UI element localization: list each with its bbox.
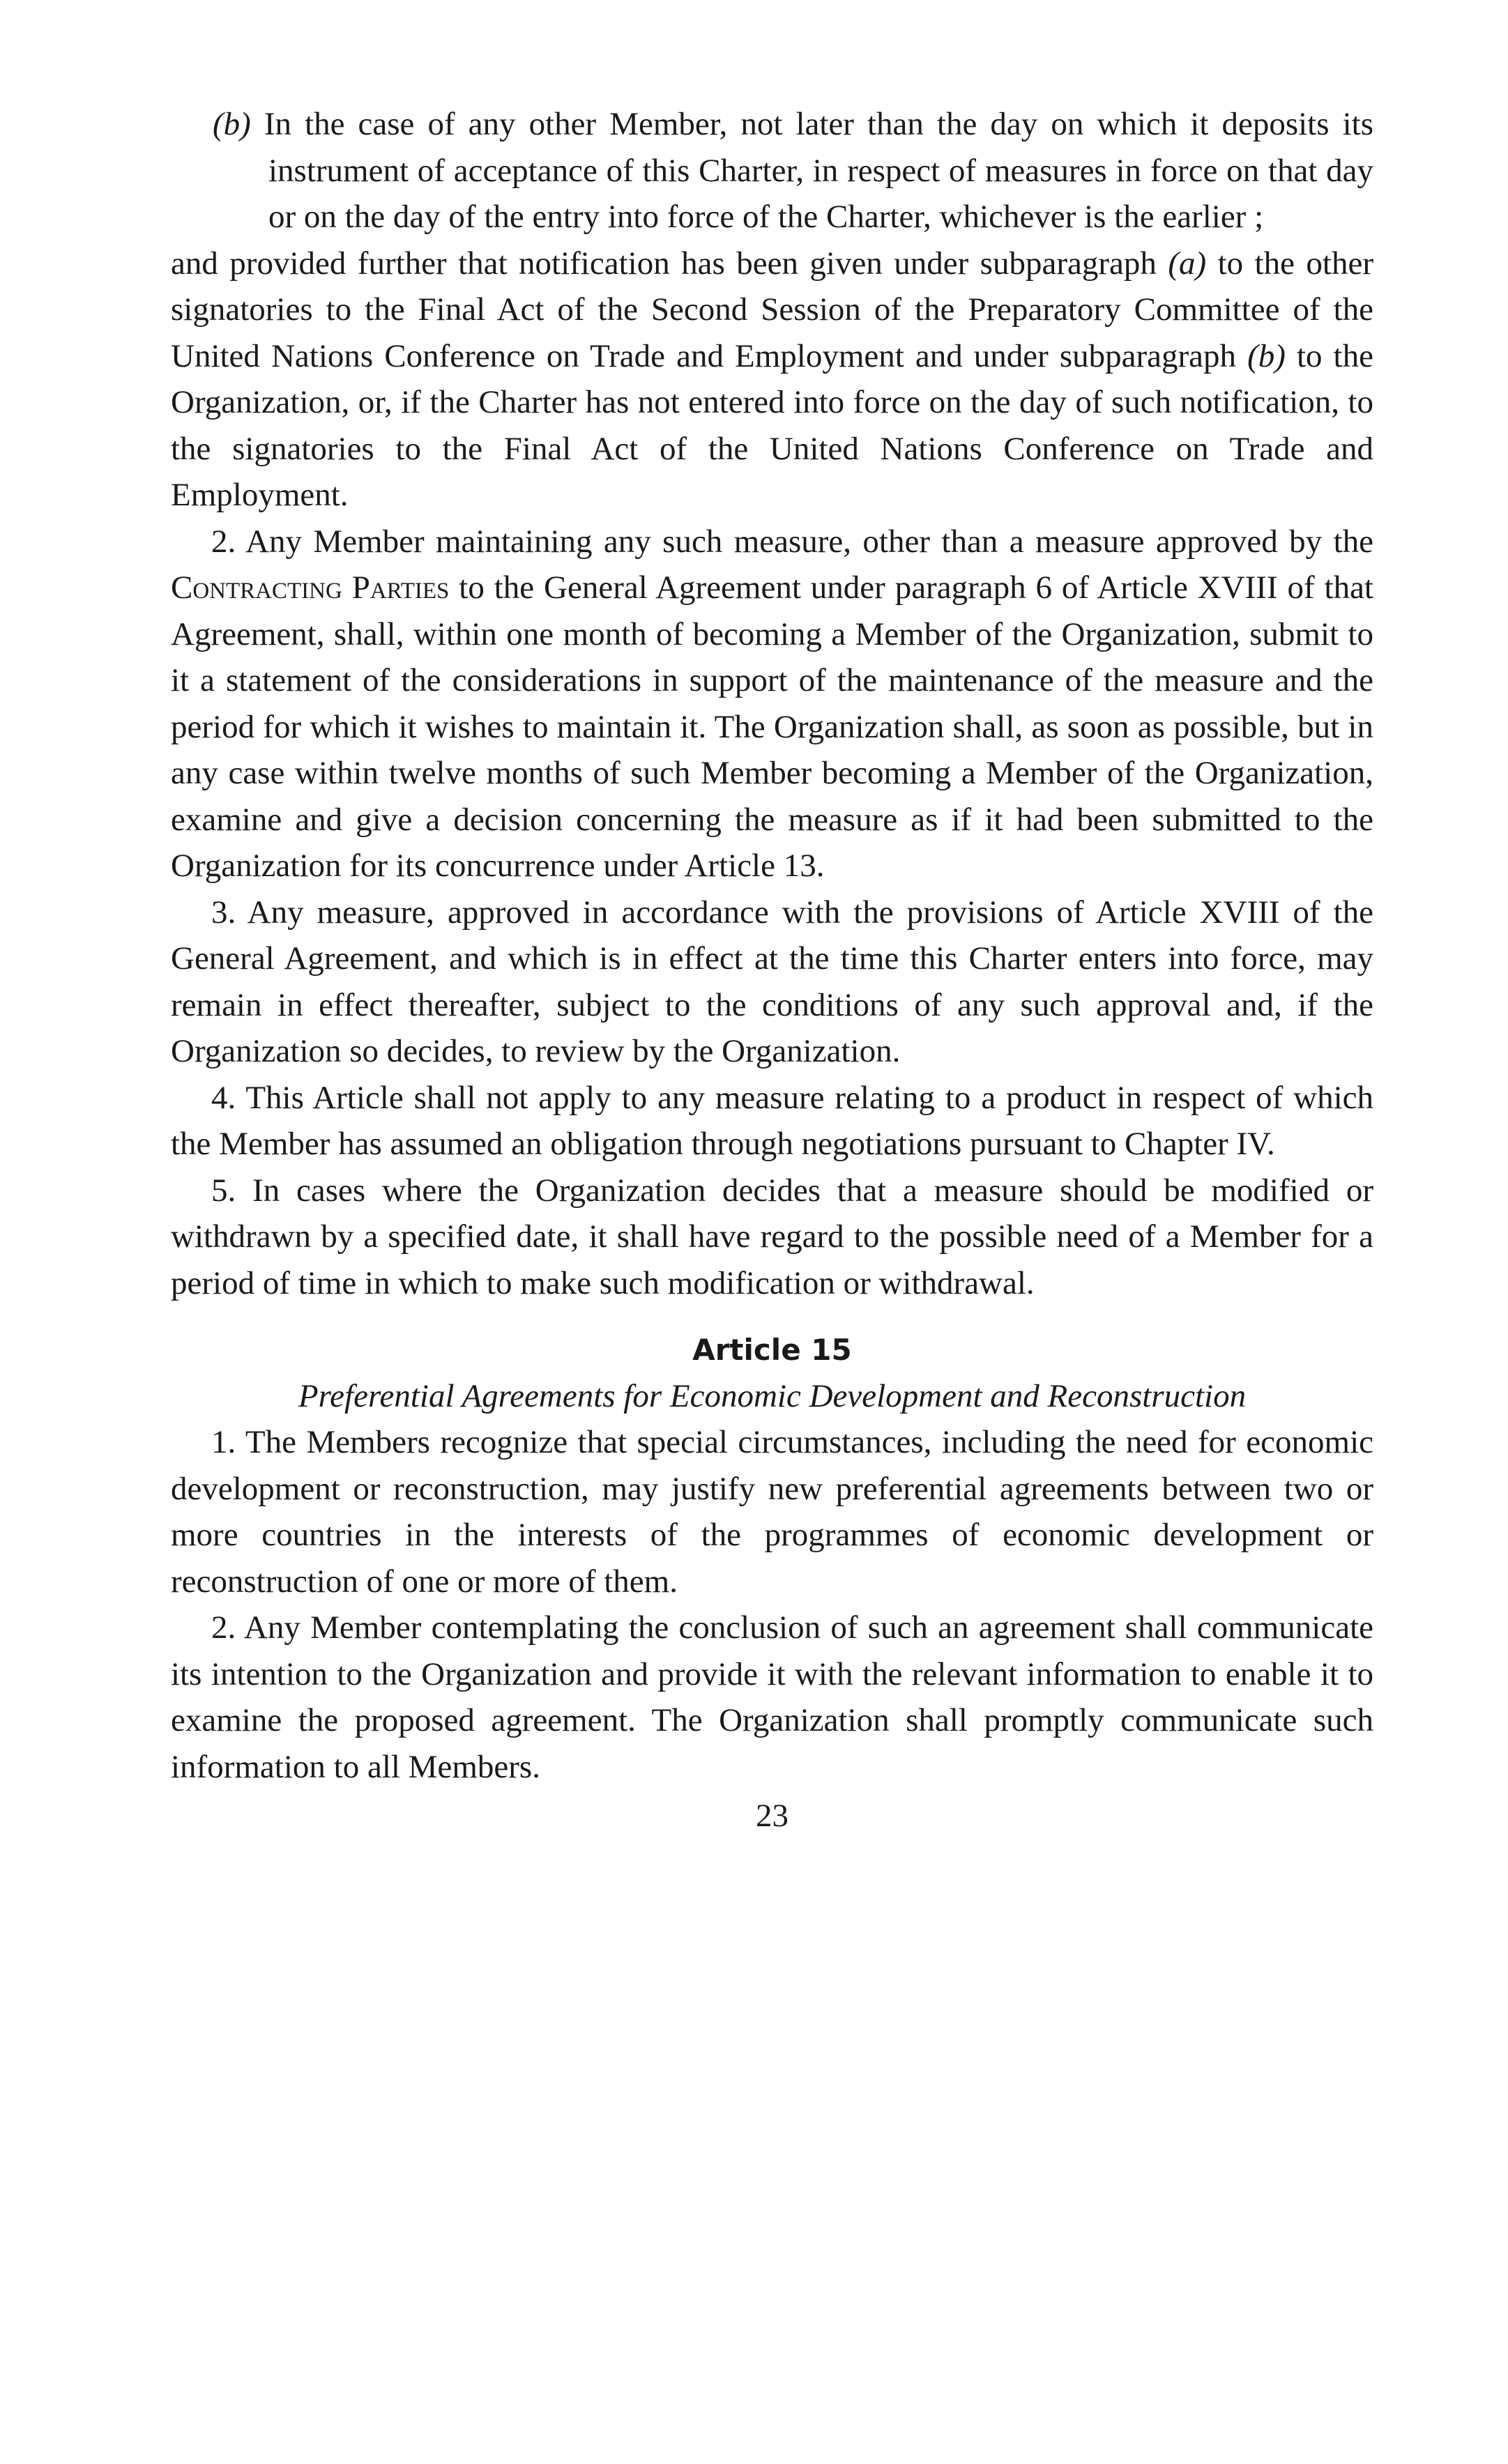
proviso-ref-b: (b) <box>1247 337 1286 374</box>
proviso-ref-a: (a) <box>1168 245 1207 282</box>
article-heading: Article 15 <box>692 1333 852 1367</box>
paragraph-2 <box>171 519 1373 889</box>
subparagraph-b-label: (b) <box>213 106 251 142</box>
paragraph-2-text-1: 2. Any Member maintaining any such measure, other than a measure approved by the <box>211 523 1373 560</box>
article-15-paragraph-2: 2. Any Member contemplating the conclusion of such an agreement shall communicate its intention to the Organization and provide it with the relevant information to enable it to examine the proposed agreement. The Organization shall promptly communicate such information to all Members. <box>171 1609 1373 1785</box>
document-page <box>171 101 1373 1839</box>
paragraph-3: 3. Any measure, approved in accordance with the provisions of Article XVIII of the General Agreement, and which is in effect at the time this Charter enters into force, may remain in effect thereafter, subject to the conditions of any such approval and, if the Organization so decides, to review by the Organization. <box>171 894 1373 1069</box>
article-subtitle: Preferential Agreements for Economic Development and Reconstruction <box>298 1378 1247 1414</box>
paragraph-2-text-2: to the General Agreement under paragraph 6 of Article XVIII of that Agreement, shall, within one month of becoming a Member of the Organization, submit to it a statement of the considerations in support of the maintenance of the measure and the period for which it wishes to maintain it. The Organization shall, as soon as possible, but in any case within twelve months of such Member becoming a Member of the Organization, examine and give a decision concerning the measure as if it had been submitted to the Organization for its concurrence under Article 13. <box>171 569 1373 884</box>
proviso-text-1: and provided further that notification has been given under subparagraph <box>171 245 1168 282</box>
proviso-text-2: to the other signatories to the Final Act of the Second Session of the Preparatory Committee of the United Nations Conference on Trade and Employment and under subparagraph <box>171 245 1373 374</box>
proviso-paragraph <box>171 240 1373 519</box>
contracting-parties-term: Contracting Parties <box>171 569 450 606</box>
subparagraph-b <box>171 101 1373 240</box>
article-15-paragraph-1: 1. The Members recognize that special circumstances, including the need for economic development or reconstruction, may justify new preferential agreements between two or more countries in the interests of the programmes of economic development or reconstruction of one or more of them. <box>171 1424 1373 1600</box>
subparagraph-b-text: In the case of any other Member, not later than the day on which it deposits its instrument of acceptance of this Charter, in respect of measures in force on that day or on the day of the entry into force of the Charter, whichever is the earlier ; <box>250 106 1373 235</box>
paragraph-5: 5. In cases where the Organization decides that a measure should be modified or withdrawn by a specified date, it shall have regard to the possible need of a Member for a period of time in which to make such modification or withdrawal. <box>171 1172 1373 1301</box>
page-number: 23 <box>756 1798 789 1834</box>
proviso-text-3: to the Organization, or, if the Charter has not entered into force on the day of such notification, to the signatories to the Final Act of the United Nations Conference on Trade and Employment. <box>171 337 1373 513</box>
paragraph-4: 4. This Article shall not apply to any measure relating to a product in respect of which the Member has assumed an obligation through negotiations pursuant to Chapter IV. <box>171 1079 1373 1162</box>
